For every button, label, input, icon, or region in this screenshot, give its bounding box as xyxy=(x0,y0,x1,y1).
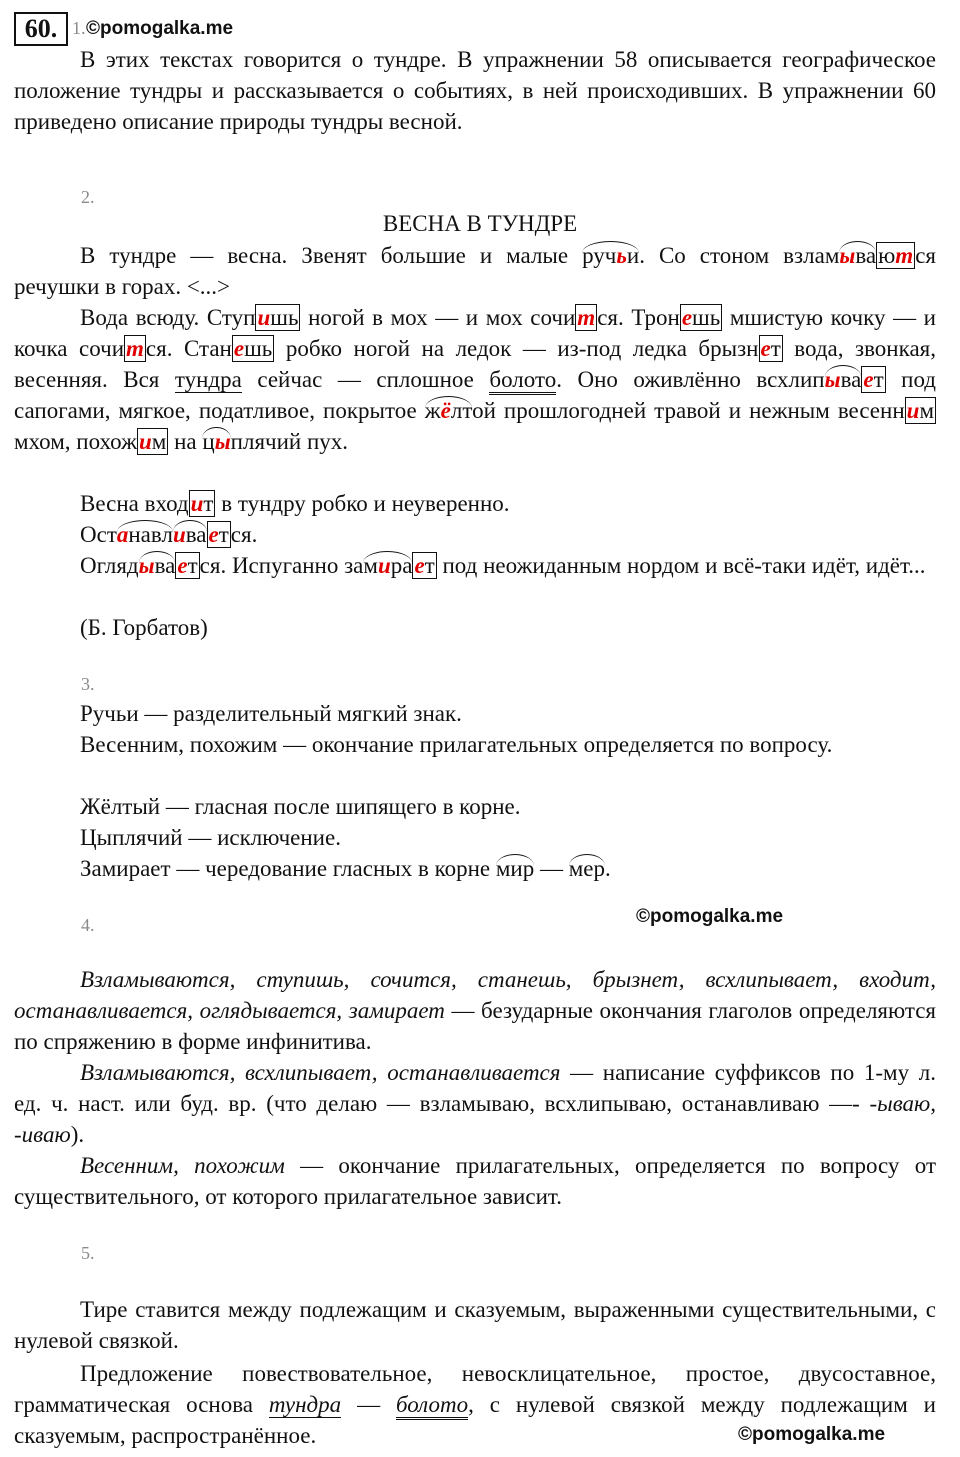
sentence-description: Предложение повествовательное, невосклицательное, простое, двусоставное, грамматическая основа xyxy=(14,1361,936,1417)
suffix-verbs: Взламываются, всхлипывает, останавливается xyxy=(80,1060,561,1085)
author: (Б. Горбатов) xyxy=(80,615,208,640)
root-mer: мер xyxy=(568,856,605,881)
note-alternation-text: Замирает — чередование гласных в корне xyxy=(80,856,496,881)
adjective-list: Весенним, похожим xyxy=(80,1153,285,1178)
section-number-5: 5. xyxy=(81,1243,95,1263)
note-soft-sign: Ручьи — разделительный мягкий знак. xyxy=(80,701,462,726)
poem-paragraph-3: Весна входит в тундру робко и неуверенно. xyxy=(80,491,510,516)
watermark-top: ©pomogalka.me xyxy=(86,18,234,39)
note-adjectives: Весенним, похожим — окончание прилагательных определяется по вопросу. xyxy=(80,732,833,757)
root-dot: . xyxy=(604,856,611,881)
section5-paragraph-1: Тире ставится между подлежащим и сказуемым, выраженными существительными, с нулевой связкой. xyxy=(14,1297,936,1353)
subject-dash: — xyxy=(341,1392,396,1417)
suffix-end: ). xyxy=(70,1122,85,1147)
poem-paragraph-5: Оглядывается. Испуганно замирает под неожиданным нордом и всё-таки идёт, идёт... xyxy=(80,553,926,578)
suffix-rule: — написание суффиксов по 1-му л. ед. ч. наст. или буд. вр. (что делаю — взламываю, всхлипываю, останавливаю —- xyxy=(14,1060,936,1116)
verbs-rule: — безударные окончания глаголов определяются по спряжению в форме инфинитива. xyxy=(14,998,936,1054)
section4-paragraph-1 xyxy=(14,964,936,1057)
section1-text: В этих текстах говорится о тундре. В упражнении 58 описывается географическое положение тундры и рассказывается о событиях, в ней происходивших. В упражнении 60 приведено описание природы тундры весной. xyxy=(14,47,936,134)
section4-paragraph-3 xyxy=(14,1150,936,1212)
subject: тундра xyxy=(268,1392,342,1417)
section-number-2: 2. xyxy=(81,187,95,207)
section-number-4: 4. xyxy=(81,915,95,935)
note-alternation xyxy=(80,853,611,884)
watermark-bottom: ©pomogalka.me xyxy=(738,1424,886,1445)
root-mir: мир xyxy=(495,856,535,881)
suffix-list: -ываю, -иваю xyxy=(14,1091,936,1147)
watermark-middle: ©pomogalka.me xyxy=(636,906,784,927)
section4-paragraph-2 xyxy=(14,1057,936,1150)
root-dash: — xyxy=(534,856,569,881)
adjective-rule: — окончание прилагательных, определяется по вопросу от существительного, от которого прилагательное зависит. xyxy=(14,1153,936,1209)
note-exception: Цыплячий — исключение. xyxy=(80,825,341,850)
poem-paragraph-4: Останавливается. xyxy=(80,522,258,547)
exercise-number: 60. xyxy=(14,12,68,46)
sentence-description-end: , с нулевой связкой между подлежащим и сказуемым, распространённое. xyxy=(14,1392,936,1448)
verbs-list: Взламываются, ступишь, сочится, станешь, брызнет, всхлипывает, входит, останавливается, оглядывается, замирает xyxy=(14,967,936,1023)
text-title: ВЕСНА В ТУНДРЕ xyxy=(382,211,578,236)
poem-paragraph-1: В тундре — весна. Звенят большие и малые ручьи. Со стоном взламываются речушки в горах. <...> xyxy=(14,243,936,299)
section-number-1: 1. xyxy=(72,18,86,38)
note-yellow: Жёлтый — гласная после шипящего в корне. xyxy=(80,794,521,819)
poem-paragraph-2: Вода всюду. Ступишь ногой в мох — и мох сочится. Тронешь мшистую кочку — и кочка сочится. Станешь робко ногой на ледок — из-под ледка брызнет вода, звонкая, весенняя. Вся тундра сейчас — сплошное болото. Оно оживлённо всхлипывает под сапогами, мягкое, податливое, покрытое жёлтой прошлогодней травой и нежным весенним мхом, похожим на цыплячий пух. xyxy=(14,305,936,454)
section-number-3: 3. xyxy=(81,674,95,694)
predicate: болото xyxy=(396,1392,468,1420)
